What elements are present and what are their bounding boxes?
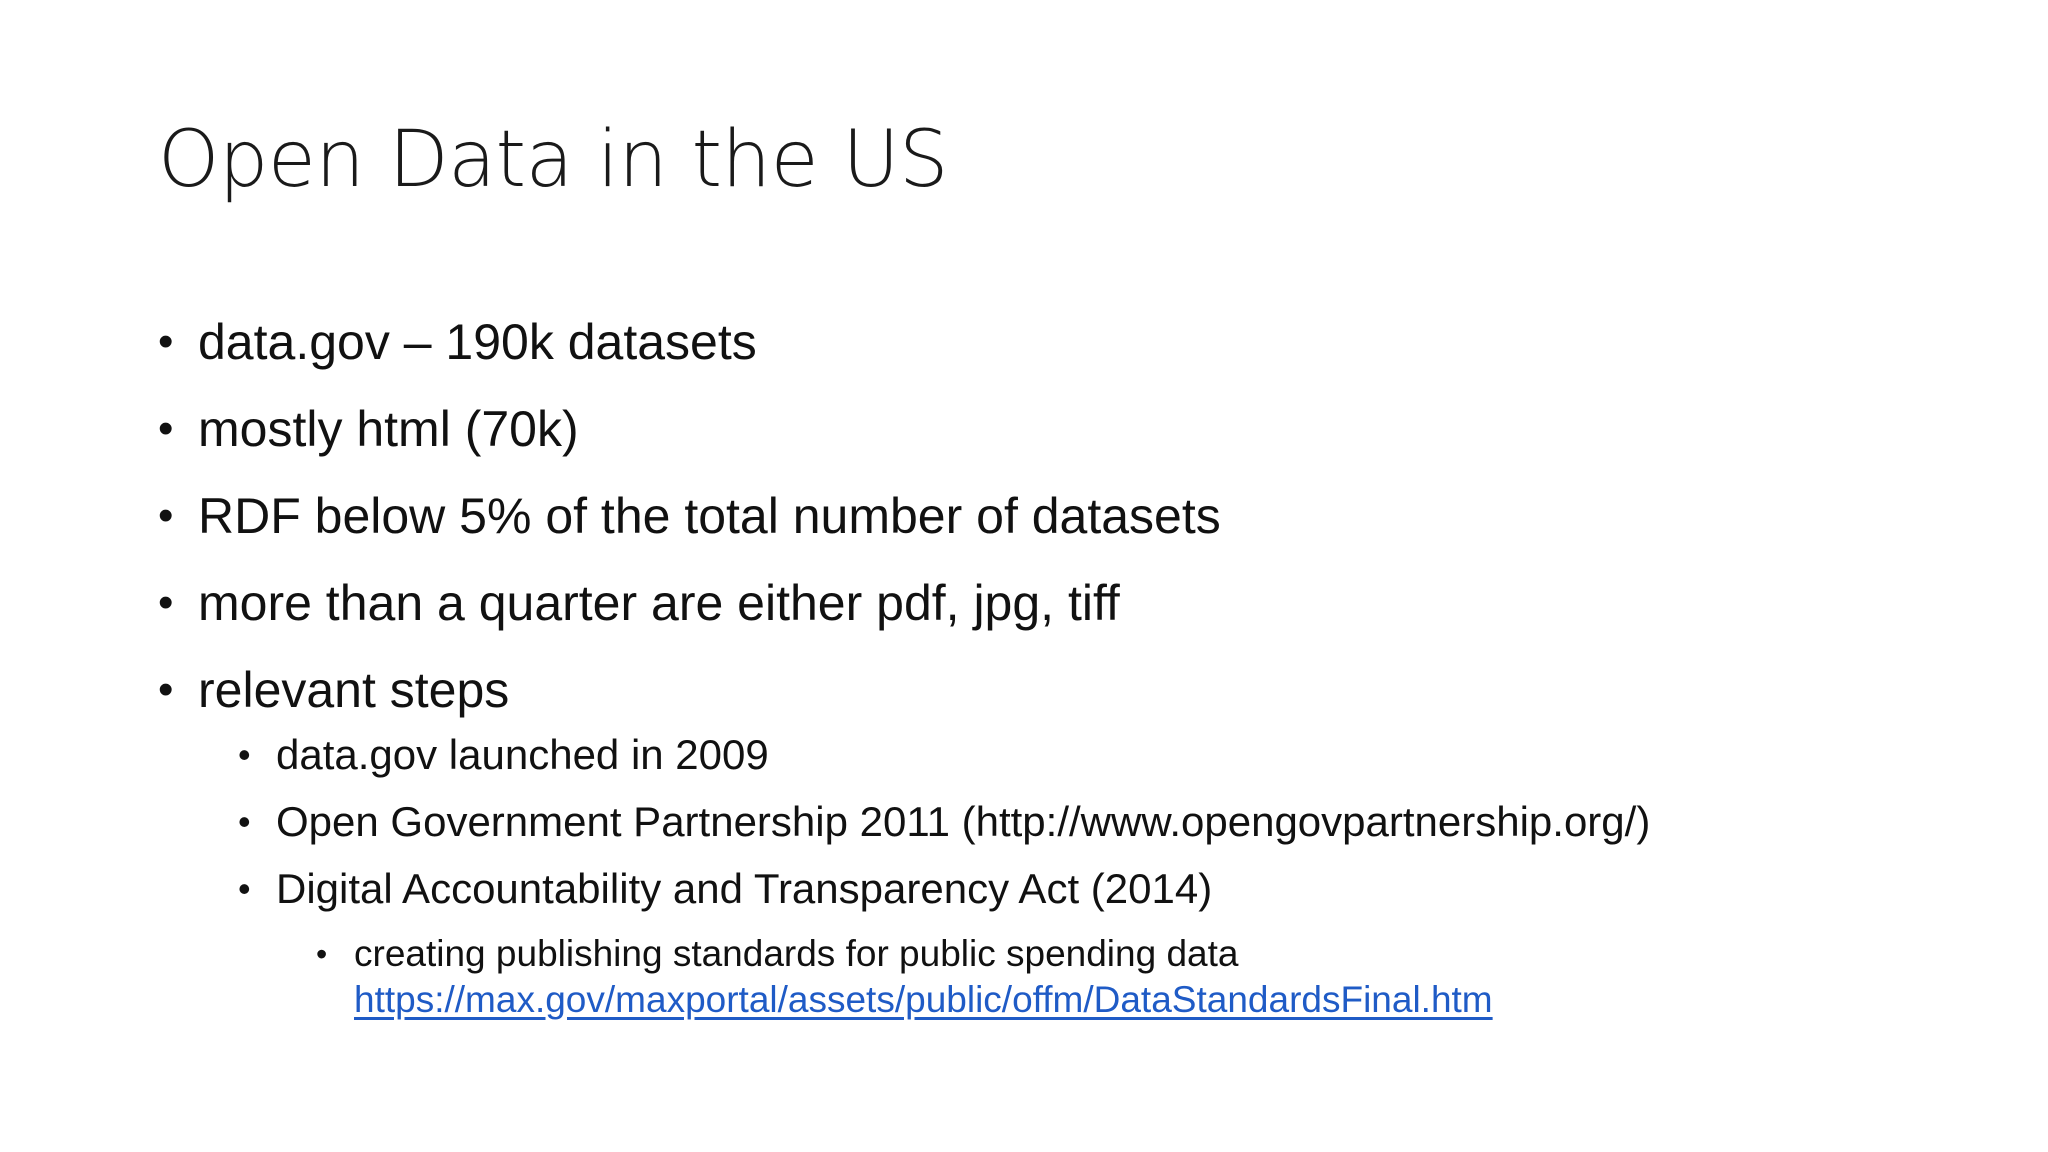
bullet-text: relevant steps bbox=[198, 662, 510, 718]
slide-title: Open Data in the US bbox=[158, 115, 948, 205]
sub-bullet-item bbox=[158, 797, 2018, 847]
bullet-item bbox=[158, 399, 2018, 459]
bullet-text: mostly html (70k) bbox=[198, 401, 579, 457]
sub-sub-bullet-item bbox=[158, 931, 2018, 1023]
bullet-item bbox=[158, 486, 2018, 546]
bullet-icon: • bbox=[316, 936, 328, 972]
sub-bullet-text: data.gov launched in 2009 bbox=[276, 731, 769, 778]
bullet-icon: • bbox=[238, 801, 251, 842]
bullet-text: RDF below 5% of the total number of datasets bbox=[198, 488, 1221, 544]
bullet-icon: • bbox=[158, 317, 174, 366]
sub-bullet-text: Digital Accountability and Transparency Act (2014) bbox=[276, 865, 1213, 912]
bullet-text: more than a quarter are either pdf, jpg, tiff bbox=[198, 575, 1120, 631]
bullet-icon: • bbox=[158, 491, 174, 540]
bullet-icon: • bbox=[158, 578, 174, 627]
bullet-icon: • bbox=[238, 868, 251, 909]
bullet-list bbox=[158, 312, 2018, 1023]
bullet-icon: • bbox=[158, 665, 174, 714]
bullet-item bbox=[158, 573, 2018, 633]
data-standards-link[interactable]: https://max.gov/maxportal/assets/public/offm/DataStandardsFinal.htm bbox=[354, 979, 1493, 1020]
sub-bullet-item bbox=[158, 864, 2018, 914]
bullet-text: data.gov – 190k datasets bbox=[198, 314, 757, 370]
sub-sub-bullet-text: creating publishing standards for public spending data bbox=[354, 933, 1239, 974]
sub-bullet-item bbox=[158, 730, 2018, 780]
sub-bullet-text: Open Government Partnership 2011 (http://www.opengovpartnership.org/) bbox=[276, 798, 1651, 845]
bullet-icon: • bbox=[158, 404, 174, 453]
bullet-icon: • bbox=[238, 734, 251, 775]
bullet-item bbox=[158, 312, 2018, 372]
bullet-item bbox=[158, 660, 2018, 720]
